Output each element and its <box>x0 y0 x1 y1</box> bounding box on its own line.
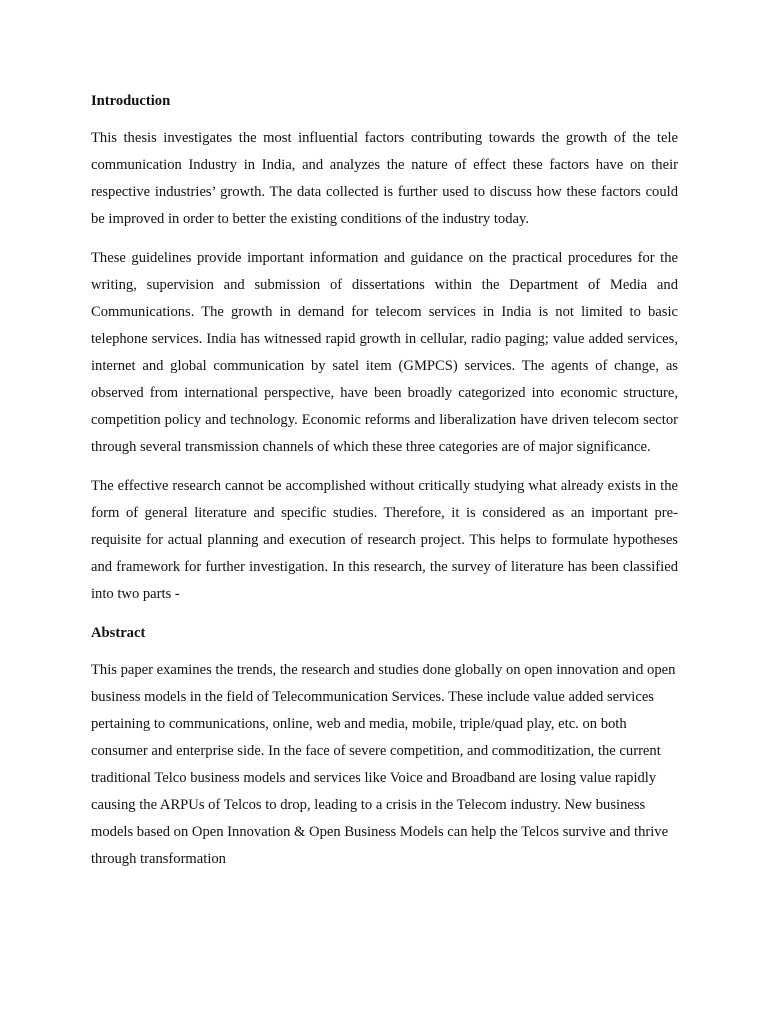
introduction-paragraph-3: The effective research cannot be accomplished without critically studying what already exists in the form of general literature and specific studies. Therefore, it is considered as an important pre-requisite for actual planning and execution of research project. This helps to formulate hypotheses and framework for further investigation. In this research, the survey of literature has been classified into two parts - <box>91 478 678 602</box>
document-body <box>91 88 678 885</box>
abstract-heading: Abstract <box>91 625 146 641</box>
abstract-paragraph: This paper examines the trends, the research and studies done globally on open innovation and open business models in the field of Telecommunication Services. These include value added services pertaining to communications, online, web and media, mobile, triple/quad play, etc. on both consumer and enterprise side. In the face of severe competition, and commoditization, the current traditional Telco business models and services like Voice and Broadband are losing value rapidly causing the ARPUs of Telcos to drop, leading to a crisis in the Telecom industry. New business models based on Open Innovation & Open Business Models can help the Telcos survive and thrive through transformation <box>91 662 676 867</box>
introduction-paragraph-2: These guidelines provide important information and guidance on the practical procedures for the writing, supervision and submission of dissertations within the Department of Media and Communications. The growth in demand for telecom services in India is not limited to basic telephone services. India has witnessed rapid growth in cellular, radio paging; value added services, internet and global communication by satel item (GMPCS) services. The agents of change, as observed from international perspective, have been broadly categorized into economic structure, competition policy and technology. Economic reforms and liberalization have driven telecom sector through several transmission channels of which these three categories are of major significance. <box>91 250 678 455</box>
introduction-paragraph-1: This thesis investigates the most influential factors contributing towards the growth of the tele communication Industry in India, and analyzes the nature of effect these factors have on their respective industries’ growth. The data collected is further used to discuss how these factors could be improved in order to better the existing conditions of the industry today. <box>91 130 678 227</box>
introduction-heading: Introduction <box>91 93 171 109</box>
